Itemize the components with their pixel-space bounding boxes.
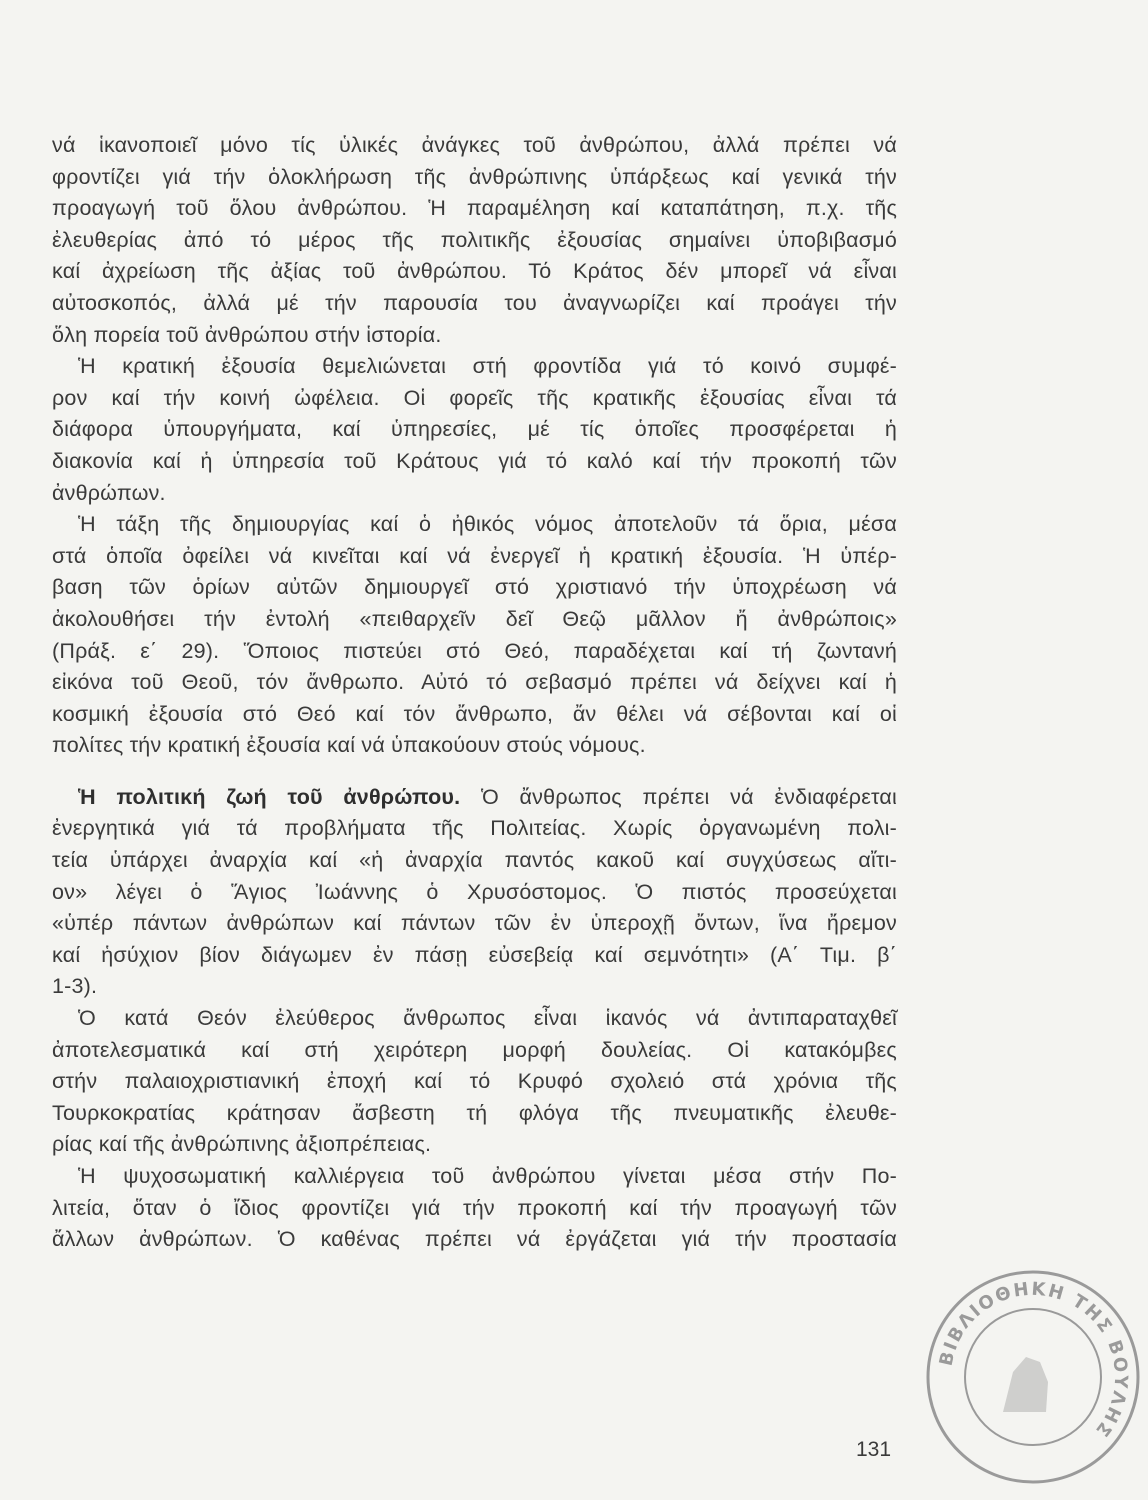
text-line: αὐτοσκοπός, ἀλλά μέ τήν παρουσία του ἀναγνωρίζει καί προάγει τήν	[52, 290, 897, 315]
paragraph	[52, 1161, 897, 1256]
paragraph	[52, 130, 897, 351]
text-line: φροντίζει γιά τήν ὁλοκλήρωση τῆς ἀνθρώπινης ὑπάρξεως καί γενικά τήν	[52, 164, 897, 189]
text-line: νά ἱκανοποιεῖ μόνο τίς ὑλικές ἀνάγκες τοῦ ἀνθρώπου, ἀλλά πρέπει νά	[52, 133, 897, 157]
text-line: (Πράξ. ε΄ 29). Ὅποιος πιστεύει στό Θεό, παραδέχεται καί τή ζωντανή	[52, 638, 897, 663]
text-line: τεία ὑπάρχει ἀναρχία καί «ἡ ἀναρχία παντός κακοῦ καί συγχύσεως αἴτι-	[52, 848, 897, 873]
text-line: στά ὁποῖα ὀφείλει νά κινεῖται καί νά ἐνεργεῖ ἡ κρατική ἐξουσία. Ἡ ὑπέρ-	[52, 543, 897, 568]
text-line: ἀκολουθήσει τήν ἐντολή «πειθαρχεῖν δεῖ Θεῷ μᾶλλον ἤ ἀνθρώποις»	[52, 606, 897, 631]
text-line: ἐνεργητικά γιά τά προβλήματα τῆς Πολιτείας. Χωρίς ὀργανωμένη πολι-	[52, 816, 897, 841]
section-heading: Ἡ πολιτική ζωή τοῦ ἀνθρώπου.	[78, 784, 461, 809]
section-gap	[52, 762, 897, 782]
text-line: βαση τῶν ὁρίων αὐτῶν δημιουργεῖ στό χριστιανό τήν ὑποχρέωση νά	[52, 575, 897, 600]
page-number: 131	[856, 1438, 892, 1461]
text-line: διάφορα ὑπουργήματα, καί ὑπηρεσίες, μέ τίς ὁποῖες προσφέρεται ἡ	[52, 417, 897, 442]
text-line: ἀποτελεσματικά καί στή χειρότερη μορφή δουλείας. Οἱ κατακόμβες	[52, 1037, 897, 1062]
text-run: Ὁ ἄνθρωπος πρέπει νά ἐνδιαφέρεται	[460, 784, 897, 809]
text-line: προαγωγή τοῦ ὅλου ἀνθρώπου. Ἡ παραμέληση καί καταπάτηση, π.χ. τῆς	[52, 196, 897, 221]
text-line: κοσμική ἐξουσία στό Θεό καί τόν ἄνθρωπο, ἄν θέλει νά σέβονται καί οἱ	[52, 701, 897, 726]
text-line: «ὑπέρ πάντων ἀνθρώπων καί πάντων τῶν ἐν ὑπεροχῇ ὄντων, ἵνα ἤρεμον	[52, 911, 897, 936]
text-line: 1-3).	[52, 974, 98, 999]
text-line: εἰκόνα τοῦ Θεοῦ, τόν ἄνθρωπο. Αὐτό τό σεβασμό πρέπει νά δείχνει καί ἡ	[52, 670, 897, 695]
text-line: ἀνθρώπων.	[52, 480, 166, 505]
text-line	[52, 782, 897, 814]
text-line: ὅλη πορεία τοῦ ἀνθρώπου στήν ἱστορία.	[52, 322, 442, 347]
stamp-lettering: ΒΙΒΛΙΟΘΗΚΗ ΤΗΣ ΒΟΥΛΗΣ	[935, 1278, 1132, 1442]
text-line: ἐλευθερίας ἀπό τό μέρος τῆς πολιτικῆς ἐξουσίας σημαίνει ὑποβιβασμό	[52, 227, 897, 252]
paragraph	[52, 351, 897, 509]
text-line: λιτεία, ὅταν ὁ ἴδιος φροντίζει γιά τήν προκοπή καί τήν προαγωγή τῶν	[52, 1195, 897, 1220]
paragraph	[52, 782, 897, 1003]
text-line: ον» λέγει ὁ Ἅγιος Ἰωάννης ὁ Χρυσόστομος. Ὁ πιστός προσεύχεται	[52, 879, 897, 904]
paragraph	[52, 1003, 897, 1161]
text-line: ρον καί τήν κοινή ὠφέλεια. Οἱ φορεῖς τῆς κρατικῆς ἐξουσίας εἶναι τά	[52, 385, 897, 410]
library-stamp-icon	[918, 1262, 1148, 1492]
book-page-text	[52, 130, 897, 1256]
text-line: καί ἀχρείωση τῆς ἀξίας τοῦ ἀνθρώπου. Τό Κράτος δέν μπορεῖ νά εἶναι	[52, 259, 897, 284]
text-line: πολίτες τήν κρατική ἐξουσία καί νά ὑπακούουν στούς νόμους.	[52, 733, 646, 758]
text-line: Ἡ τάξη τῆς δημιουργίας καί ὁ ἠθικός νόμος ἀποτελοῦν τά ὅρια, μέσα	[78, 512, 897, 537]
text-line: Ἡ ψυχοσωματική καλλιέργεια τοῦ ἀνθρώπου γίνεται μέσα στήν Πο-	[78, 1164, 897, 1188]
text-line: Ἡ κρατική ἐξουσία θεμελιώνεται στή φροντίδα γιά τό κοινό συμφέ-	[78, 354, 897, 379]
text-line: διακονία καί ἡ ὑπηρεσία τοῦ Κράτους γιά τό καλό καί τήν προκοπή τῶν	[52, 448, 897, 473]
text-line: ἄλλων ἀνθρώπων. Ὁ καθένας πρέπει νά ἐργάζεται γιά τήν προστασία	[52, 1227, 897, 1252]
text-line: ρίας καί τῆς ἀνθρώπινης ἀξιοπρέπειας.	[52, 1132, 432, 1157]
paragraph	[52, 509, 897, 762]
text-line: Ὁ κατά Θεόν ἐλεύθερος ἄνθρωπος εἶναι ἱκανός νά ἀντιπαραταχθεῖ	[78, 1006, 897, 1031]
text-line: στήν παλαιοχριστιανική ἐποχή καί τό Κρυφό σχολειό στά χρόνια τῆς	[52, 1069, 897, 1094]
text-line: Τουρκοκρατίας κράτησαν ἄσβεστη τή φλόγα τῆς πνευματικῆς ἐλευθε-	[52, 1100, 897, 1125]
text-line: καί ἡσύχιον βίον διάγωμεν ἐν πάσῃ εὐσεβείᾳ καί σεμνότητι» (Α΄ Τιμ. β΄	[52, 942, 897, 967]
